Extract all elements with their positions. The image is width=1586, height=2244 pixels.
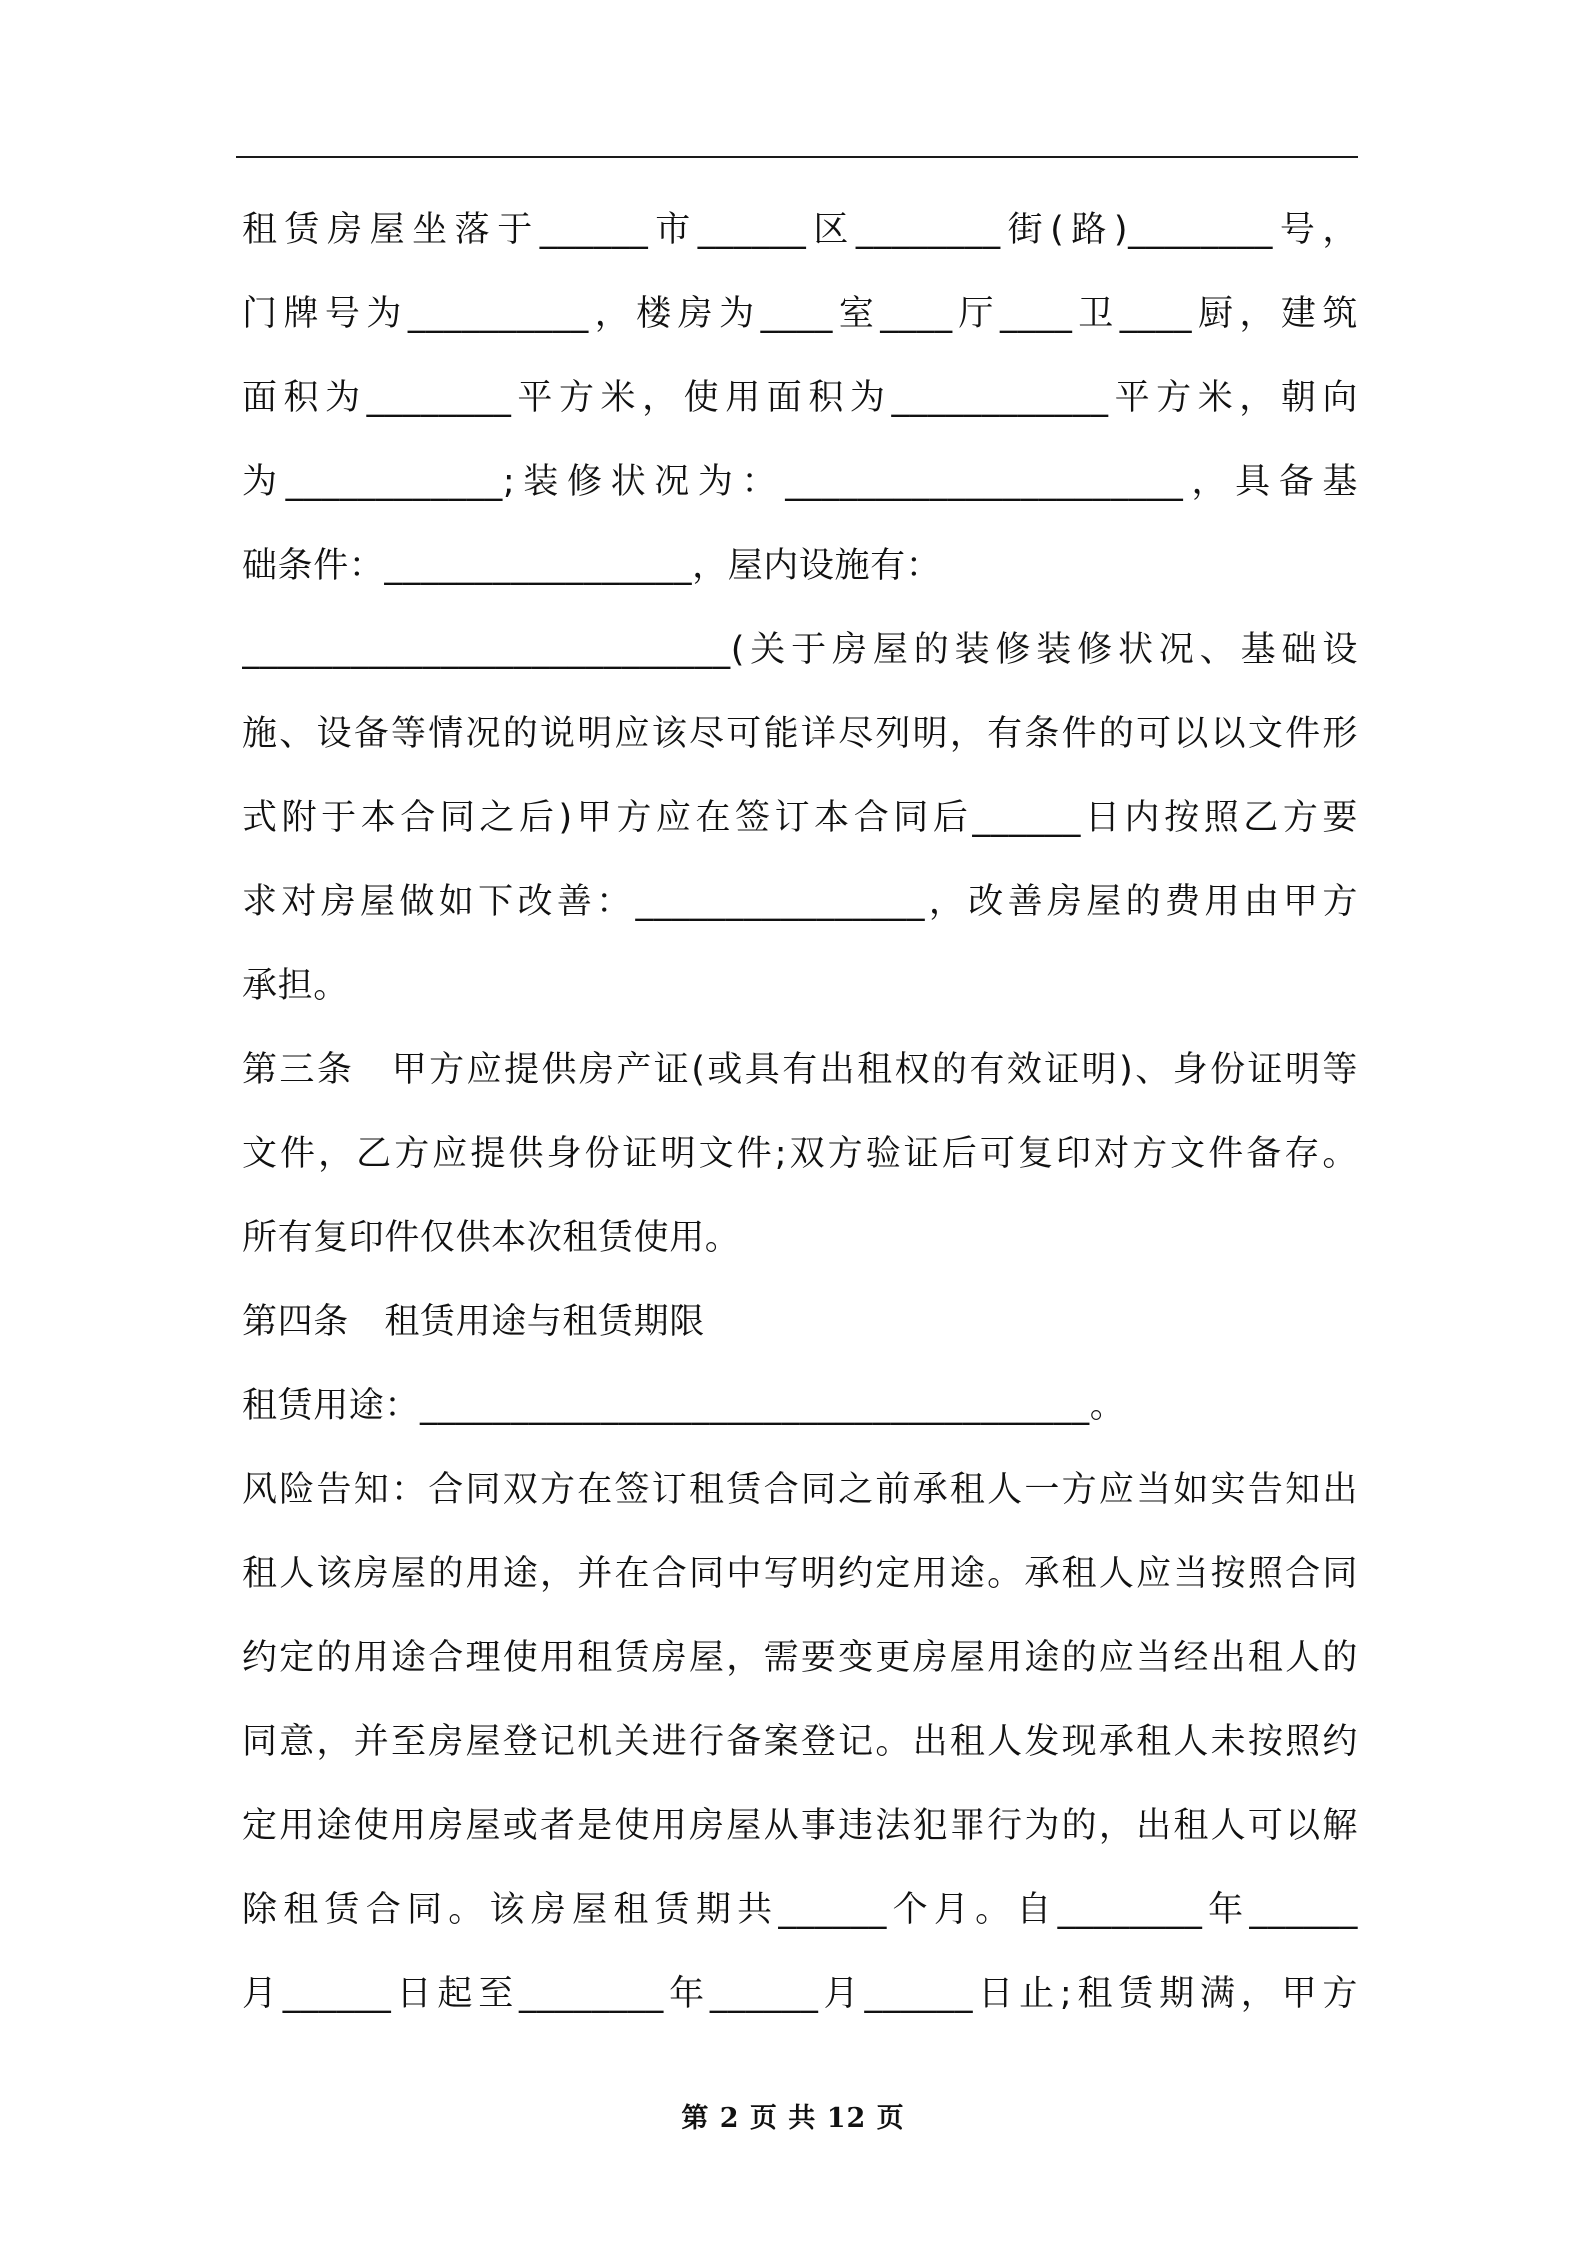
text-line: ___________________________(关于房屋的装修装修状况、基础设 — [242, 630, 1358, 670]
text-line: 定用途使用房屋或者是使用房屋从事违法犯罪行为的，出租人可以解 — [242, 1806, 1358, 1846]
text-line: 租赁房屋坐落于______市______区________街(路)________号， — [242, 210, 1358, 250]
text-line: 租人该房屋的用途，并在合同中写明约定用途。承租人应当按照合同 — [242, 1554, 1358, 1594]
text-line: 面积为________平方米，使用面积为____________平方米，朝向 — [242, 378, 1358, 418]
text-line: 除租赁合同。该房屋租赁期共______个月。自________年______ — [242, 1890, 1358, 1930]
text-line: 门牌号为__________，楼房为____室____厅____卫____厨，建筑 — [242, 294, 1358, 334]
page-number: 第 2 页 共 12 页 — [681, 2103, 905, 2134]
text-line: 式附于本合同之后)甲方应在签订本合同后______日内按照乙方要 — [242, 798, 1358, 838]
text-line: 月______日起至________年______月______日止;租赁期满，甲方 — [242, 1974, 1358, 2014]
text-line: 租赁用途：_____________________________________。 — [242, 1386, 1126, 1426]
text-line: 所有复印件仅供本次租赁使用。 — [242, 1218, 741, 1258]
risk-notice-line: 风险告知：合同双方在签订租赁合同之前承租人一方应当如实告知出 — [242, 1470, 1358, 1510]
article-four-heading: 第四条 租赁用途与租赁期限 — [242, 1302, 705, 1342]
text-line: 求对房屋做如下改善：________________，改善房屋的费用由甲方 — [242, 882, 1358, 922]
text-line: 同意，并至房屋登记机关进行备案登记。出租人发现承租人未按照约 — [242, 1722, 1358, 1762]
article-three-heading: 第三条 甲方应提供房产证(或具有出租权的有效证明)、身份证明等 — [242, 1050, 1358, 1090]
header-rule — [236, 156, 1358, 158]
text-line: 约定的用途合理使用租赁房屋，需要变更房屋用途的应当经出租人的 — [242, 1638, 1358, 1678]
text-line: 施、设备等情况的说明应该尽可能详尽列明，有条件的可以以文件形 — [242, 714, 1358, 754]
text-line: 文件，乙方应提供身份证明文件;双方验证后可复印对方文件备存。 — [242, 1134, 1358, 1174]
text-line: 承担。 — [242, 966, 349, 1006]
text-line: 础条件：_________________，屋内设施有： — [242, 546, 942, 586]
text-line: 为____________;装修状况为：______________________，具备基 — [242, 462, 1358, 502]
